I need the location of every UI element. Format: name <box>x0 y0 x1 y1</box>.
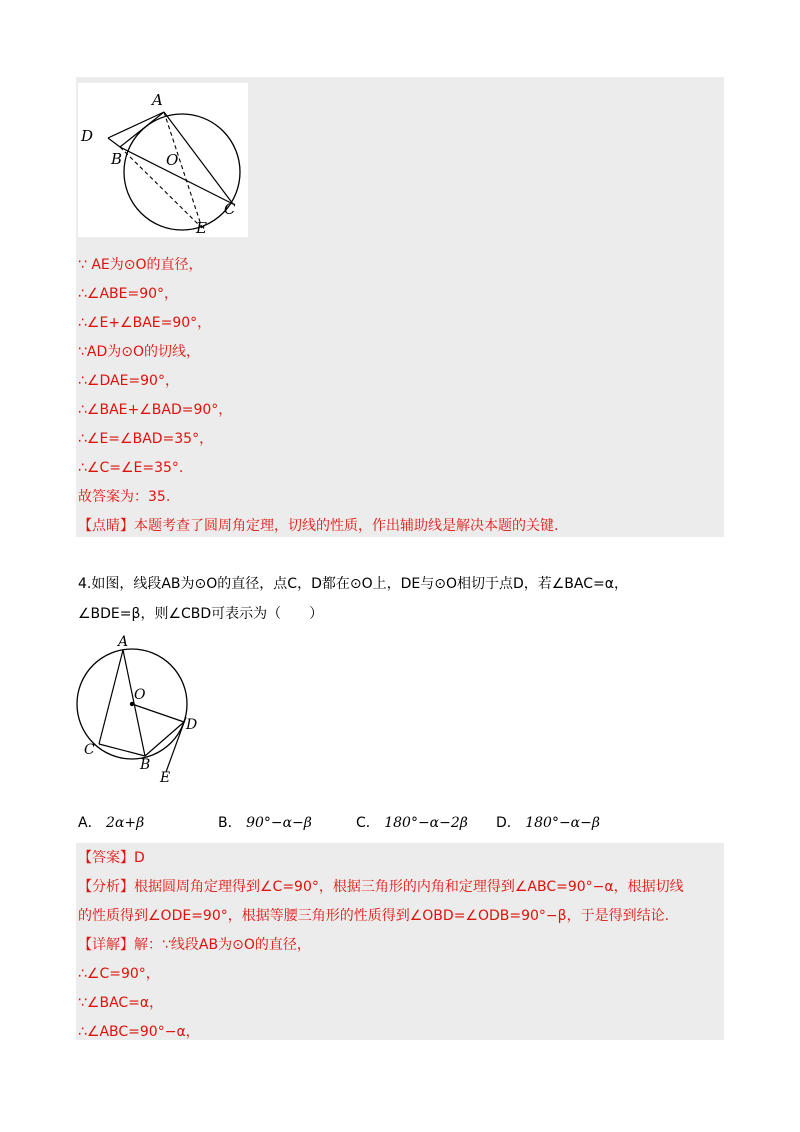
fig1-label-o: O <box>166 151 179 169</box>
question-4-line-2: ∠BDE=β，则∠CBD可表示为（ ） <box>78 606 324 622</box>
analysis-text-1: 根据圆周角定理得到∠C=90°，根据三角形的内角和定理得到∠ABC=90°−α，根据切线 <box>134 879 684 895</box>
fig2-label-b: B <box>140 757 151 773</box>
solution-line-4: ∵AD为⊙O的切线， <box>78 344 201 360</box>
analysis-tag: 【分析】 <box>78 879 134 895</box>
detail-text-1: 解：∵线段AB为⊙O的直径， <box>134 937 311 953</box>
comment-text: 本题考查了圆周角定理，切线的性质，作出辅助线是解决本题的关键. <box>134 518 559 534</box>
option-a <box>78 812 144 834</box>
comment-line <box>78 515 558 537</box>
fig1-label-c: C <box>224 200 236 218</box>
solution-line-3: ∴∠E+∠BAE=90°， <box>78 315 212 331</box>
solution-line-8: ∴∠C=∠E=35°. <box>78 460 184 476</box>
analysis-row-2: 的性质得到∠ODE=90°，根据等腰三角形的性质得到∠OBD=∠ODB=90°−β，于是得到结论. <box>78 908 670 924</box>
solution-line-6: ∴∠BAE+∠BAD=90°， <box>78 402 233 418</box>
option-d <box>496 812 600 834</box>
answer-value: D <box>134 850 145 866</box>
option-c-text: 180°−α−2β <box>384 815 468 831</box>
detail-row-2: ∴∠C=90°， <box>78 966 160 982</box>
option-a-letter: A． <box>78 815 102 831</box>
figure-1-svg <box>78 83 248 237</box>
option-d-text: 180°−α−β <box>525 815 600 831</box>
option-b-letter: B． <box>218 815 242 831</box>
figure-circle-tangent-1 <box>78 83 248 237</box>
fig1-label-e: E <box>196 219 207 237</box>
solution-line-1: ∵ AE为⊙O的直径， <box>78 257 203 273</box>
solution-line-2: ∴∠ABE=90°， <box>78 286 179 302</box>
fig2-label-a: A <box>118 634 129 650</box>
answer-row <box>78 847 145 869</box>
fig2-label-o: O <box>134 687 146 703</box>
fig2-label-d: D <box>186 717 198 733</box>
option-d-letter: D． <box>496 815 521 831</box>
detail-row-3: ∵∠BAC=α， <box>78 995 164 1011</box>
option-b-text: 90°−α−β <box>246 815 312 831</box>
analysis-row-1 <box>78 876 684 898</box>
fig2-label-c: C <box>84 742 95 758</box>
detail-tag: 【详解】 <box>78 937 134 953</box>
detail-row-4: ∴∠ABC=90°−α， <box>78 1024 200 1040</box>
option-b <box>218 812 312 834</box>
figure-2-svg <box>72 634 212 784</box>
fig1-label-a: A <box>152 91 163 109</box>
option-c-letter: C． <box>356 815 380 831</box>
comment-tag: 【点睛】 <box>78 518 134 534</box>
solution-line-7: ∴∠E=∠BAD=35°， <box>78 431 214 447</box>
figure-circle-tangent-2 <box>72 634 212 784</box>
fig1-label-b: B <box>111 150 123 168</box>
answer-line: 故答案为：35. <box>78 489 171 505</box>
option-c <box>356 812 468 834</box>
detail-row-1 <box>78 934 311 956</box>
answer-tag: 【答案】 <box>78 850 134 866</box>
solution-line-5: ∴∠DAE=90°， <box>78 373 179 389</box>
fig1-label-d: D <box>81 127 94 145</box>
fig2-label-e: E <box>160 770 171 784</box>
option-a-text: 2α+β <box>106 815 145 831</box>
question-4-line-1: 4.如图，线段AB为⊙O的直径，点C，D都在⊙O上，DE与⊙O相切于点D，若∠BAC=α， <box>78 576 628 592</box>
